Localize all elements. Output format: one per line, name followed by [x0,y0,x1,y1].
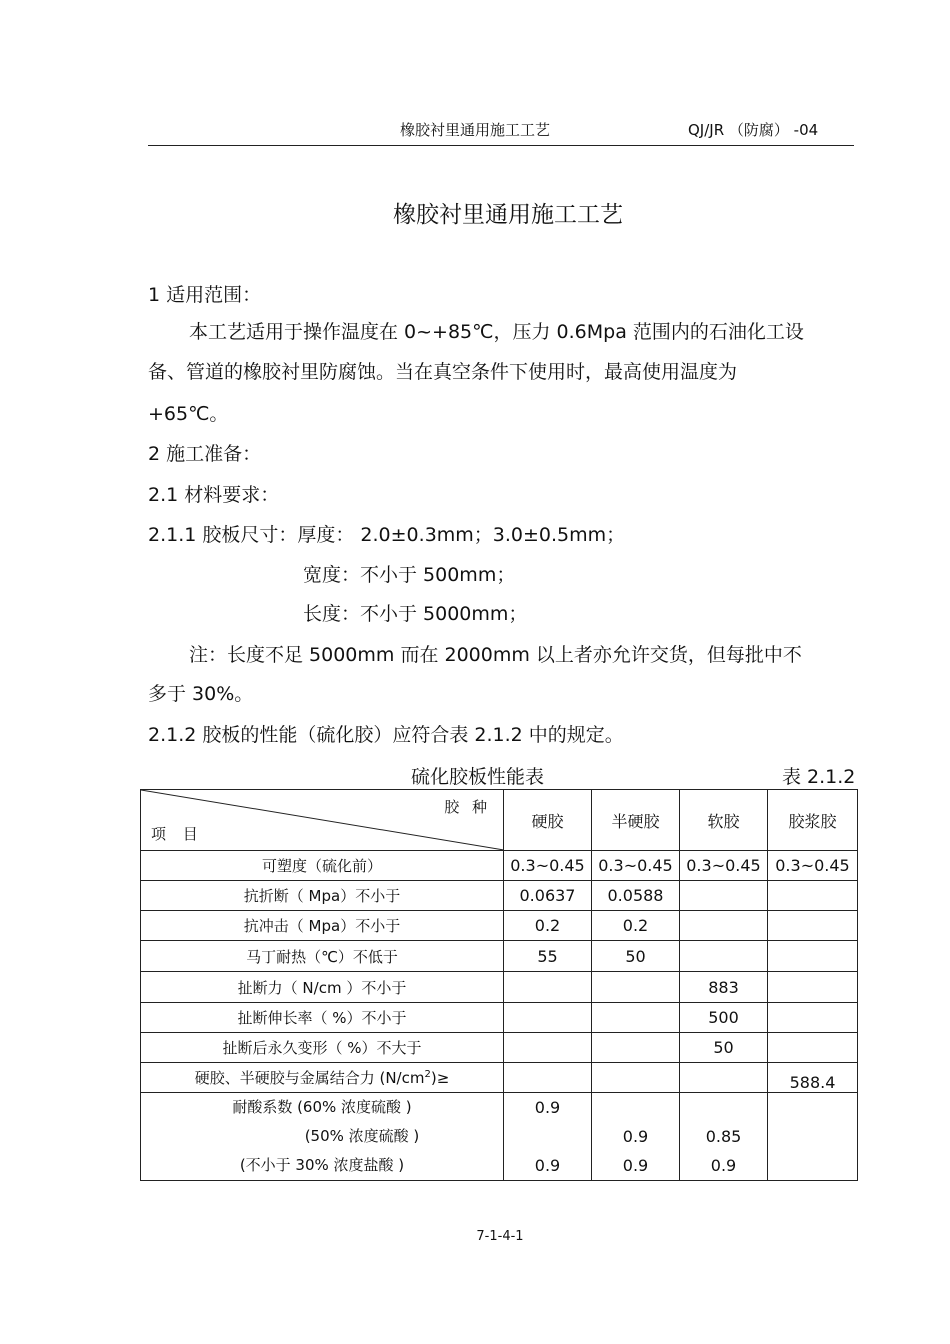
table-row [141,941,858,972]
corner-label-item: 项 目 [151,825,204,843]
table-cell [592,1003,680,1033]
table-cell [680,1093,768,1181]
acid-value [680,1093,767,1122]
table-cell [504,1003,592,1033]
table-row-acid-resistance [141,1093,858,1181]
row-label: 扯断伸长率（ %）不小于 [141,1003,504,1033]
table-cell: 588.4 [768,1063,858,1093]
column-header: 半硬胶 [592,790,680,851]
table-row [141,1003,858,1033]
acid-value [592,1093,679,1122]
corner-label-rubber-type: 胶 种 [444,798,491,816]
table-cell: 50 [680,1033,768,1063]
section-1-text-line-3: +65℃。 [148,403,229,425]
acid-label-line: (不小于 30% 浓度盐酸 ) [239,1156,405,1174]
acid-value: 0.9 [710,1156,737,1175]
acid-value: 0.9 [534,1156,561,1175]
acid-label-line: 耐酸系数 (60% 浓度硫酸 ) [232,1098,412,1116]
section-1-heading: 1 适用范围： [148,284,262,306]
row-label-acid-resistance [141,1093,504,1181]
table-caption: 硫化胶板性能表 [411,766,545,788]
table-cell: 0.3~0.45 [504,851,592,881]
row-label: 扯断力（ N/cm ）不小于 [141,972,504,1003]
table-cell [504,1093,592,1181]
row-label: 抗折断（ Mpa）不小于 [141,881,504,911]
table-cell: 0.2 [504,911,592,941]
table-cell [504,972,592,1003]
page-number: 7-1-4-1 [476,1229,524,1244]
section-1-text-line-2: 备、管道的橡胶衬里防腐蚀。当在真空条件下使用时，最高使用温度为 [148,361,738,383]
table-cell: 500 [680,1003,768,1033]
acid-value [768,1122,857,1151]
table-row [141,972,858,1003]
table-cell [592,1093,680,1181]
table-cell: 0.0637 [504,881,592,911]
section-2-1-1-length: 长度：不小于 5000mm； [303,603,528,625]
table-cell [680,1063,768,1093]
table-cell [680,881,768,911]
table-cell [680,911,768,941]
section-2-1-2-text: 2.1.2 胶板的性能（硫化胶）应符合表 2.1.2 中的规定。 [148,724,624,746]
section-2-1-heading: 2.1 材料要求： [148,484,280,506]
section-2-heading: 2 施工准备： [148,443,262,465]
acid-value [768,1093,857,1122]
header-code: QJ/JR （防腐） -04 [688,121,819,139]
acid-value [768,1151,857,1180]
row-label-bond-strength [141,1063,504,1093]
header-rule [148,145,854,146]
section-2-1-1-thickness: 2.1.1 胶板尺寸：厚度： 2.0±0.3mm；3.0±0.5mm； [148,524,626,546]
table-number: 表 2.1.2 [782,766,856,788]
table-cell: 55 [504,941,592,972]
table-cell [504,1063,592,1093]
column-header: 软胶 [680,790,768,851]
performance-table [140,789,858,1181]
table-cell [768,881,858,911]
column-header: 胶浆胶 [768,790,858,851]
table-cell [768,1033,858,1063]
bond-label-end: )≥ [430,1069,450,1087]
column-header: 硬胶 [504,790,592,851]
table-row [141,911,858,941]
table-row [141,1063,858,1093]
acid-value: 0.9 [534,1098,561,1117]
acid-value: 0.9 [622,1156,649,1175]
table-row [141,881,858,911]
acid-label-line: (50% 浓度硫酸 ) [304,1127,420,1145]
table-row [141,1033,858,1063]
table-cell: 0.0588 [592,881,680,911]
table-cell: 50 [592,941,680,972]
table-cell [768,972,858,1003]
bond-label-text: 硬胶、半硬胶与金属结合力 (N/cm [194,1069,425,1087]
section-2-1-1-width: 宽度：不小于 500mm； [303,564,516,586]
acid-value [504,1122,591,1151]
acid-value: 0.85 [705,1127,742,1146]
table-cell: 883 [680,972,768,1003]
table-cell [768,1093,858,1181]
document-title: 橡胶衬里通用施工工艺 [393,202,623,228]
table-cell [592,972,680,1003]
table-cell: 0.3~0.45 [680,851,768,881]
row-label: 扯断后永久变形（ %）不大于 [141,1033,504,1063]
section-1-text-line-1: 本工艺适用于操作温度在 0~+85℃，压力 0.6Mpa 范围内的石油化工设 [189,321,804,343]
header-title: 橡胶衬里通用施工工艺 [400,121,551,139]
table-cell [592,1033,680,1063]
row-label: 马丁耐热（℃）不低于 [141,941,504,972]
table-cell: 0.2 [592,911,680,941]
table-cell [680,941,768,972]
table-cell [592,1063,680,1093]
table-row [141,851,858,881]
note-line-2: 多于 30%。 [148,683,254,705]
row-label: 可塑度（硫化前） [141,851,504,881]
table-cell: 0.3~0.45 [592,851,680,881]
table-corner-cell [141,790,504,851]
table-cell [768,941,858,972]
table-cell [768,911,858,941]
row-label: 抗冲击（ Mpa）不小于 [141,911,504,941]
table-cell [504,1033,592,1063]
table-cell: 0.3~0.45 [768,851,858,881]
table-cell [768,1003,858,1033]
note-line-1: 注：长度不足 5000mm 而在 2000mm 以上者亦允许交货，但每批中不 [189,644,802,666]
bond-label-superscript: 2 [424,1069,431,1080]
acid-value: 0.9 [622,1127,649,1146]
